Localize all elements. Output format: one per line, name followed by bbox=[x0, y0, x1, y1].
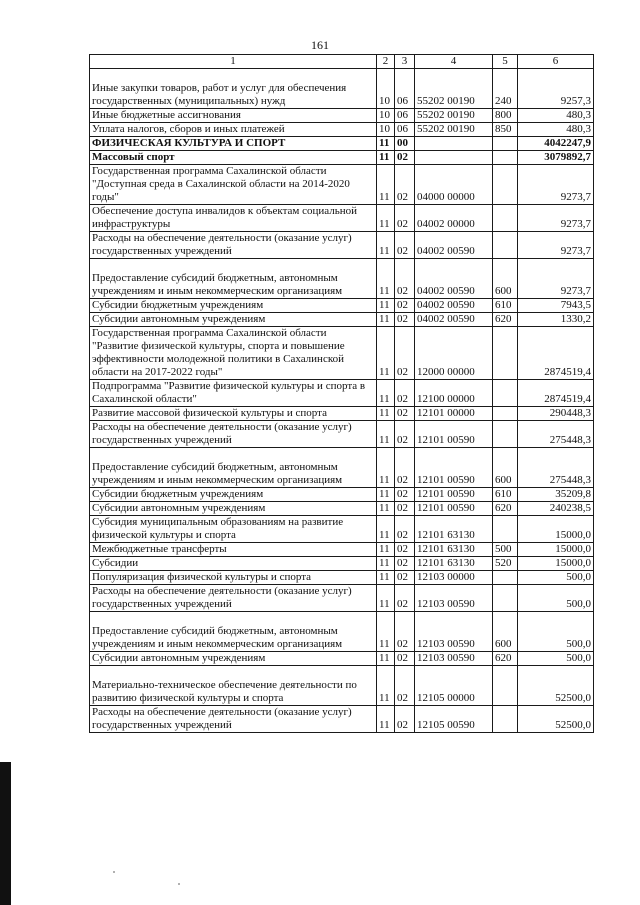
row-name-cell: Массовый спорт bbox=[90, 151, 377, 165]
section-code-cell: 11 bbox=[377, 448, 395, 488]
expense-type-cell bbox=[493, 151, 518, 165]
target-article-cell: 04002 00590 bbox=[415, 299, 493, 313]
subsection-code-cell: 02 bbox=[395, 502, 415, 516]
target-article-cell: 04000 00000 bbox=[415, 165, 493, 205]
row-name-cell: Расходы на обеспечение деятельности (оказание услуг) государственных учреждений bbox=[90, 421, 377, 448]
section-code-cell: 11 bbox=[377, 543, 395, 557]
amount-cell: 480,3 bbox=[518, 123, 594, 137]
row-name-cell: Иные закупки товаров, работ и услуг для обеспечения государственных (муниципальных) нужд bbox=[90, 69, 377, 109]
section-code-cell: 11 bbox=[377, 165, 395, 205]
scan-speck bbox=[178, 883, 180, 885]
table-row bbox=[90, 232, 594, 259]
target-article-cell: 12101 00590 bbox=[415, 421, 493, 448]
subsection-code-cell: 02 bbox=[395, 571, 415, 585]
target-article-cell: 55202 00190 bbox=[415, 69, 493, 109]
amount-cell: 500,0 bbox=[518, 652, 594, 666]
expense-type-cell bbox=[493, 706, 518, 733]
column-header: 6 bbox=[518, 55, 594, 69]
target-article-cell bbox=[415, 137, 493, 151]
expense-type-cell: 520 bbox=[493, 557, 518, 571]
table-row bbox=[90, 448, 594, 488]
table-row bbox=[90, 69, 594, 109]
row-name-cell: Расходы на обеспечение деятельности (оказание услуг) государственных учреждений bbox=[90, 232, 377, 259]
scan-edge-mark bbox=[0, 762, 11, 905]
subsection-code-cell: 02 bbox=[395, 313, 415, 327]
row-name-cell: Межбюджетные трансферты bbox=[90, 543, 377, 557]
section-code-cell: 11 bbox=[377, 299, 395, 313]
subsection-code-cell: 02 bbox=[395, 380, 415, 407]
section-code-cell: 11 bbox=[377, 421, 395, 448]
amount-cell: 35209,8 bbox=[518, 488, 594, 502]
row-name-cell: Уплата налогов, сборов и иных платежей bbox=[90, 123, 377, 137]
expense-type-cell bbox=[493, 232, 518, 259]
row-name-cell: Субсидии автономным учреждениям bbox=[90, 502, 377, 516]
amount-cell: 480,3 bbox=[518, 109, 594, 123]
scan-speck bbox=[113, 871, 115, 873]
table-row bbox=[90, 137, 594, 151]
subsection-code-cell: 06 bbox=[395, 109, 415, 123]
target-article-cell: 12101 63130 bbox=[415, 543, 493, 557]
target-article-cell: 12103 00000 bbox=[415, 571, 493, 585]
amount-cell: 9257,3 bbox=[518, 69, 594, 109]
amount-cell: 52500,0 bbox=[518, 666, 594, 706]
section-code-cell: 11 bbox=[377, 612, 395, 652]
section-code-cell: 10 bbox=[377, 123, 395, 137]
column-header: 4 bbox=[415, 55, 493, 69]
target-article-cell: 55202 00190 bbox=[415, 123, 493, 137]
row-name-cell: Субсидия муниципальным образованиям на развитие физической культуры и спорта bbox=[90, 516, 377, 543]
expense-type-cell bbox=[493, 380, 518, 407]
subsection-code-cell: 02 bbox=[395, 706, 415, 733]
expense-type-cell: 240 bbox=[493, 69, 518, 109]
section-code-cell: 11 bbox=[377, 327, 395, 380]
section-code-cell: 11 bbox=[377, 232, 395, 259]
target-article-cell: 12000 00000 bbox=[415, 327, 493, 380]
expense-type-cell: 600 bbox=[493, 259, 518, 299]
subsection-code-cell: 02 bbox=[395, 516, 415, 543]
table-row bbox=[90, 259, 594, 299]
table-row bbox=[90, 407, 594, 421]
row-name-cell: Субсидии автономным учреждениям bbox=[90, 652, 377, 666]
table-row bbox=[90, 557, 594, 571]
subsection-code-cell: 02 bbox=[395, 299, 415, 313]
target-article-cell: 12101 00590 bbox=[415, 502, 493, 516]
subsection-code-cell: 02 bbox=[395, 259, 415, 299]
subsection-code-cell: 02 bbox=[395, 652, 415, 666]
expense-type-cell: 620 bbox=[493, 502, 518, 516]
expense-type-cell bbox=[493, 205, 518, 232]
table-row bbox=[90, 612, 594, 652]
section-code-cell: 11 bbox=[377, 205, 395, 232]
amount-cell: 9273,7 bbox=[518, 165, 594, 205]
amount-cell: 9273,7 bbox=[518, 205, 594, 232]
subsection-code-cell: 02 bbox=[395, 151, 415, 165]
amount-cell: 52500,0 bbox=[518, 706, 594, 733]
expense-type-cell bbox=[493, 165, 518, 205]
row-name-cell: Подпрограмма "Развитие физической культуры и спорта в Сахалинской области" bbox=[90, 380, 377, 407]
expense-type-cell bbox=[493, 137, 518, 151]
table-row bbox=[90, 151, 594, 165]
expense-type-cell bbox=[493, 421, 518, 448]
row-name-cell: Государственная программа Сахалинской области "Доступная среда в Сахалинской области на 2014-2020 годы" bbox=[90, 165, 377, 205]
target-article-cell: 04002 00590 bbox=[415, 259, 493, 299]
row-name-cell: Государственная программа Сахалинской области "Развитие физической культуры, спорта и повышение эффективности молодежной политики в Сахалинской области на 2017-2022 годы" bbox=[90, 327, 377, 380]
target-article-cell: 12103 00590 bbox=[415, 612, 493, 652]
table-row bbox=[90, 543, 594, 557]
expense-type-cell: 600 bbox=[493, 612, 518, 652]
row-name-cell: Предоставление субсидий бюджетным, автономным учреждениям и иным некоммерческим организациям bbox=[90, 448, 377, 488]
row-name-cell: Субсидии bbox=[90, 557, 377, 571]
target-article-cell: 12101 00590 bbox=[415, 488, 493, 502]
subsection-code-cell: 06 bbox=[395, 123, 415, 137]
expense-type-cell bbox=[493, 516, 518, 543]
row-name-cell: Предоставление субсидий бюджетным, автономным учреждениям и иным некоммерческим организациям bbox=[90, 612, 377, 652]
subsection-code-cell: 02 bbox=[395, 232, 415, 259]
expense-type-cell: 610 bbox=[493, 488, 518, 502]
column-header: 2 bbox=[377, 55, 395, 69]
budget-table bbox=[89, 54, 594, 733]
table-row bbox=[90, 165, 594, 205]
expense-type-cell bbox=[493, 327, 518, 380]
amount-cell: 500,0 bbox=[518, 571, 594, 585]
row-name-cell: Субсидии бюджетным учреждениям bbox=[90, 488, 377, 502]
expense-type-cell: 610 bbox=[493, 299, 518, 313]
expense-type-cell bbox=[493, 666, 518, 706]
expense-type-cell: 850 bbox=[493, 123, 518, 137]
table-row bbox=[90, 516, 594, 543]
column-header: 5 bbox=[493, 55, 518, 69]
section-code-cell: 11 bbox=[377, 380, 395, 407]
subsection-code-cell: 02 bbox=[395, 205, 415, 232]
row-name-cell: Материально-техническое обеспечение деятельности по развитию физической культуры и спорта bbox=[90, 666, 377, 706]
target-article-cell: 12103 00590 bbox=[415, 652, 493, 666]
table-row bbox=[90, 571, 594, 585]
subsection-code-cell: 02 bbox=[395, 585, 415, 612]
row-name-cell: Популяризация физической культуры и спорта bbox=[90, 571, 377, 585]
table-row bbox=[90, 488, 594, 502]
target-article-cell: 55202 00190 bbox=[415, 109, 493, 123]
section-code-cell: 11 bbox=[377, 488, 395, 502]
target-article-cell: 12105 00590 bbox=[415, 706, 493, 733]
row-name-cell: ФИЗИЧЕСКАЯ КУЛЬТУРА И СПОРТ bbox=[90, 137, 377, 151]
table-row bbox=[90, 585, 594, 612]
expense-type-cell bbox=[493, 571, 518, 585]
amount-cell: 4042247,9 bbox=[518, 137, 594, 151]
section-code-cell: 11 bbox=[377, 652, 395, 666]
expense-type-cell: 620 bbox=[493, 652, 518, 666]
subsection-code-cell: 02 bbox=[395, 407, 415, 421]
expense-type-cell: 620 bbox=[493, 313, 518, 327]
page-number: 161 bbox=[311, 38, 329, 52]
target-article-cell: 04002 00590 bbox=[415, 313, 493, 327]
subsection-code-cell: 02 bbox=[395, 165, 415, 205]
amount-cell: 15000,0 bbox=[518, 543, 594, 557]
amount-cell: 2874519,4 bbox=[518, 327, 594, 380]
table-row bbox=[90, 327, 594, 380]
target-article-cell: 12101 63130 bbox=[415, 557, 493, 571]
column-header: 3 bbox=[395, 55, 415, 69]
expense-type-cell bbox=[493, 407, 518, 421]
amount-cell: 9273,7 bbox=[518, 259, 594, 299]
section-code-cell: 11 bbox=[377, 151, 395, 165]
section-code-cell: 11 bbox=[377, 259, 395, 299]
subsection-code-cell: 06 bbox=[395, 69, 415, 109]
table-row bbox=[90, 421, 594, 448]
target-article-cell: 12101 00000 bbox=[415, 407, 493, 421]
section-code-cell: 10 bbox=[377, 69, 395, 109]
table-row bbox=[90, 109, 594, 123]
table-row bbox=[90, 123, 594, 137]
amount-cell: 15000,0 bbox=[518, 516, 594, 543]
target-article-cell: 04002 00000 bbox=[415, 205, 493, 232]
target-article-cell: 12101 00590 bbox=[415, 448, 493, 488]
row-name-cell: Расходы на обеспечение деятельности (оказание услуг) государственных учреждений bbox=[90, 706, 377, 733]
row-name-cell: Субсидии автономным учреждениям bbox=[90, 313, 377, 327]
amount-cell: 240238,5 bbox=[518, 502, 594, 516]
amount-cell: 9273,7 bbox=[518, 232, 594, 259]
subsection-code-cell: 02 bbox=[395, 543, 415, 557]
section-code-cell: 10 bbox=[377, 109, 395, 123]
amount-cell: 275448,3 bbox=[518, 421, 594, 448]
amount-cell: 275448,3 bbox=[518, 448, 594, 488]
subsection-code-cell: 02 bbox=[395, 612, 415, 652]
table-row bbox=[90, 313, 594, 327]
table-row bbox=[90, 205, 594, 232]
section-code-cell: 11 bbox=[377, 516, 395, 543]
section-code-cell: 11 bbox=[377, 706, 395, 733]
expense-type-cell: 800 bbox=[493, 109, 518, 123]
table-row bbox=[90, 502, 594, 516]
subsection-code-cell: 02 bbox=[395, 488, 415, 502]
target-article-cell: 12103 00590 bbox=[415, 585, 493, 612]
section-code-cell: 11 bbox=[377, 666, 395, 706]
target-article-cell: 12105 00000 bbox=[415, 666, 493, 706]
table-body bbox=[90, 55, 594, 733]
section-code-cell: 11 bbox=[377, 585, 395, 612]
section-code-cell: 11 bbox=[377, 313, 395, 327]
target-article-cell bbox=[415, 151, 493, 165]
expense-type-cell bbox=[493, 585, 518, 612]
subsection-code-cell: 02 bbox=[395, 666, 415, 706]
table-row bbox=[90, 380, 594, 407]
column-header-row bbox=[90, 55, 594, 69]
expense-type-cell: 600 bbox=[493, 448, 518, 488]
table-row bbox=[90, 666, 594, 706]
amount-cell: 15000,0 bbox=[518, 557, 594, 571]
subsection-code-cell: 02 bbox=[395, 327, 415, 380]
amount-cell: 500,0 bbox=[518, 585, 594, 612]
amount-cell: 290448,3 bbox=[518, 407, 594, 421]
table-row bbox=[90, 652, 594, 666]
row-name-cell: Иные бюджетные ассигнования bbox=[90, 109, 377, 123]
row-name-cell: Развитие массовой физической культуры и спорта bbox=[90, 407, 377, 421]
target-article-cell: 12101 63130 bbox=[415, 516, 493, 543]
table-row bbox=[90, 706, 594, 733]
amount-cell: 2874519,4 bbox=[518, 380, 594, 407]
column-header: 1 bbox=[90, 55, 377, 69]
amount-cell: 7943,5 bbox=[518, 299, 594, 313]
section-code-cell: 11 bbox=[377, 557, 395, 571]
amount-cell: 1330,2 bbox=[518, 313, 594, 327]
section-code-cell: 11 bbox=[377, 137, 395, 151]
subsection-code-cell: 00 bbox=[395, 137, 415, 151]
subsection-code-cell: 02 bbox=[395, 557, 415, 571]
subsection-code-cell: 02 bbox=[395, 448, 415, 488]
target-article-cell: 12100 00000 bbox=[415, 380, 493, 407]
expense-type-cell: 500 bbox=[493, 543, 518, 557]
row-name-cell: Субсидии бюджетным учреждениям bbox=[90, 299, 377, 313]
section-code-cell: 11 bbox=[377, 407, 395, 421]
table-row bbox=[90, 299, 594, 313]
target-article-cell: 04002 00590 bbox=[415, 232, 493, 259]
row-name-cell: Расходы на обеспечение деятельности (оказание услуг) государственных учреждений bbox=[90, 585, 377, 612]
section-code-cell: 11 bbox=[377, 502, 395, 516]
row-name-cell: Предоставление субсидий бюджетным, автономным учреждениям и иным некоммерческим организациям bbox=[90, 259, 377, 299]
amount-cell: 500,0 bbox=[518, 612, 594, 652]
row-name-cell: Обеспечение доступа инвалидов к объектам социальной инфраструктуры bbox=[90, 205, 377, 232]
subsection-code-cell: 02 bbox=[395, 421, 415, 448]
amount-cell: 3079892,7 bbox=[518, 151, 594, 165]
section-code-cell: 11 bbox=[377, 571, 395, 585]
